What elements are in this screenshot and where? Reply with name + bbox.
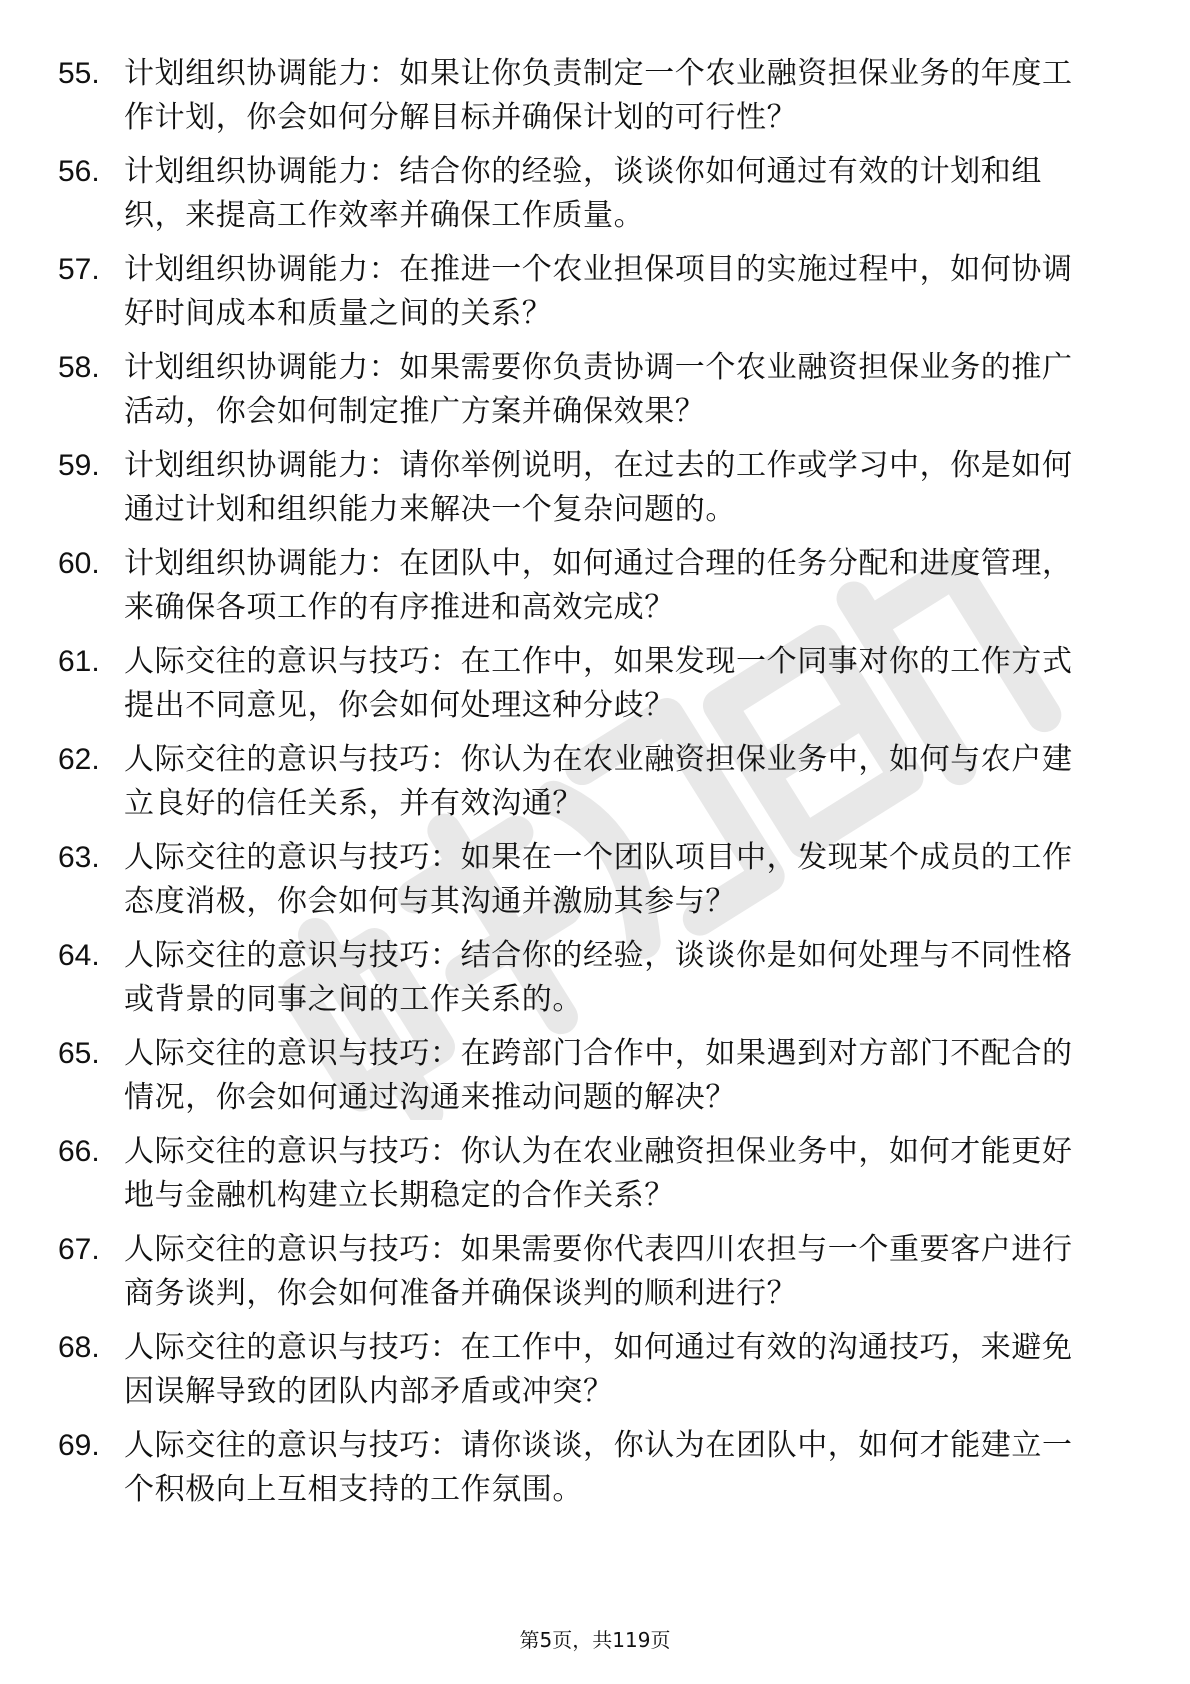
question-number: 69.	[58, 1429, 100, 1462]
question-number: 55.	[58, 57, 100, 90]
question-list	[58, 52, 1098, 1522]
question-text: 计划组织协调能力：如果让你负责制定一个农业融资担保业务的年度工作计划，你会如何分解目标并确保计划的可行性？	[124, 56, 1073, 135]
list-item	[58, 1424, 1098, 1522]
list-item	[58, 738, 1098, 836]
page-footer	[0, 1626, 1190, 1654]
list-item	[58, 640, 1098, 738]
list-item	[58, 1130, 1098, 1228]
question-text: 计划组织协调能力：如果需要你负责协调一个农业融资担保业务的推广活动，你会如何制定推广方案并确保效果？	[124, 350, 1073, 429]
question-number: 60.	[58, 547, 100, 580]
question-number: 61.	[58, 645, 100, 678]
question-text: 计划组织协调能力：在推进一个农业担保项目的实施过程中，如何协调好时间成本和质量之间的关系？	[124, 252, 1073, 331]
question-text: 计划组织协调能力：请你举例说明，在过去的工作或学习中，你是如何通过计划和组织能力来解决一个复杂问题的。	[124, 448, 1073, 527]
list-item	[58, 52, 1098, 150]
question-number: 65.	[58, 1037, 100, 1070]
question-text: 人际交往的意识与技巧：结合你的经验，谈谈你是如何处理与不同性格或背景的同事之间的工作关系的。	[124, 938, 1073, 1017]
list-item	[58, 150, 1098, 248]
question-number: 56.	[58, 155, 100, 188]
question-number: 59.	[58, 449, 100, 482]
question-text: 计划组织协调能力：在团队中，如何通过合理的任务分配和进度管理，来确保各项工作的有序推进和高效完成？	[124, 546, 1073, 625]
page-number-label: 第5页，共119页	[519, 1628, 671, 1652]
list-item	[58, 1228, 1098, 1326]
question-number: 62.	[58, 743, 100, 776]
question-text: 人际交往的意识与技巧：你认为在农业融资担保业务中，如何才能更好地与金融机构建立长期稳定的合作关系？	[124, 1134, 1073, 1213]
question-text: 人际交往的意识与技巧：如果需要你代表四川农担与一个重要客户进行商务谈判，你会如何准备并确保谈判的顺利进行？	[124, 1232, 1073, 1311]
question-number: 57.	[58, 253, 100, 286]
question-text: 人际交往的意识与技巧：在跨部门合作中，如果遇到对方部门不配合的情况，你会如何通过沟通来推动问题的解决？	[124, 1036, 1073, 1115]
list-item	[58, 542, 1098, 640]
list-item	[58, 346, 1098, 444]
list-item	[58, 444, 1098, 542]
question-number: 58.	[58, 351, 100, 384]
question-number: 66.	[58, 1135, 100, 1168]
question-number: 64.	[58, 939, 100, 972]
list-item	[58, 836, 1098, 934]
question-number: 63.	[58, 841, 100, 874]
list-item	[58, 1326, 1098, 1424]
question-text: 人际交往的意识与技巧：在工作中，如果发现一个同事对你的工作方式提出不同意见，你会如何处理这种分歧？	[124, 644, 1073, 723]
question-text: 计划组织协调能力：结合你的经验，谈谈你如何通过有效的计划和组织，来提高工作效率并确保工作质量。	[124, 154, 1042, 233]
question-text: 人际交往的意识与技巧：你认为在农业融资担保业务中，如何与农户建立良好的信任关系，并有效沟通？	[124, 742, 1073, 821]
list-item	[58, 1032, 1098, 1130]
question-number: 68.	[58, 1331, 100, 1364]
list-item	[58, 248, 1098, 346]
question-text: 人际交往的意识与技巧：如果在一个团队项目中，发现某个成员的工作态度消极，你会如何与其沟通并激励其参与？	[124, 840, 1073, 919]
question-text: 人际交往的意识与技巧：在工作中，如何通过有效的沟通技巧，来避免因误解导致的团队内部矛盾或冲突？	[124, 1330, 1073, 1409]
list-item	[58, 934, 1098, 1032]
question-text: 人际交往的意识与技巧：请你谈谈，你认为在团队中，如何才能建立一个积极向上互相支持的工作氛围。	[124, 1428, 1073, 1507]
question-number: 67.	[58, 1233, 100, 1266]
